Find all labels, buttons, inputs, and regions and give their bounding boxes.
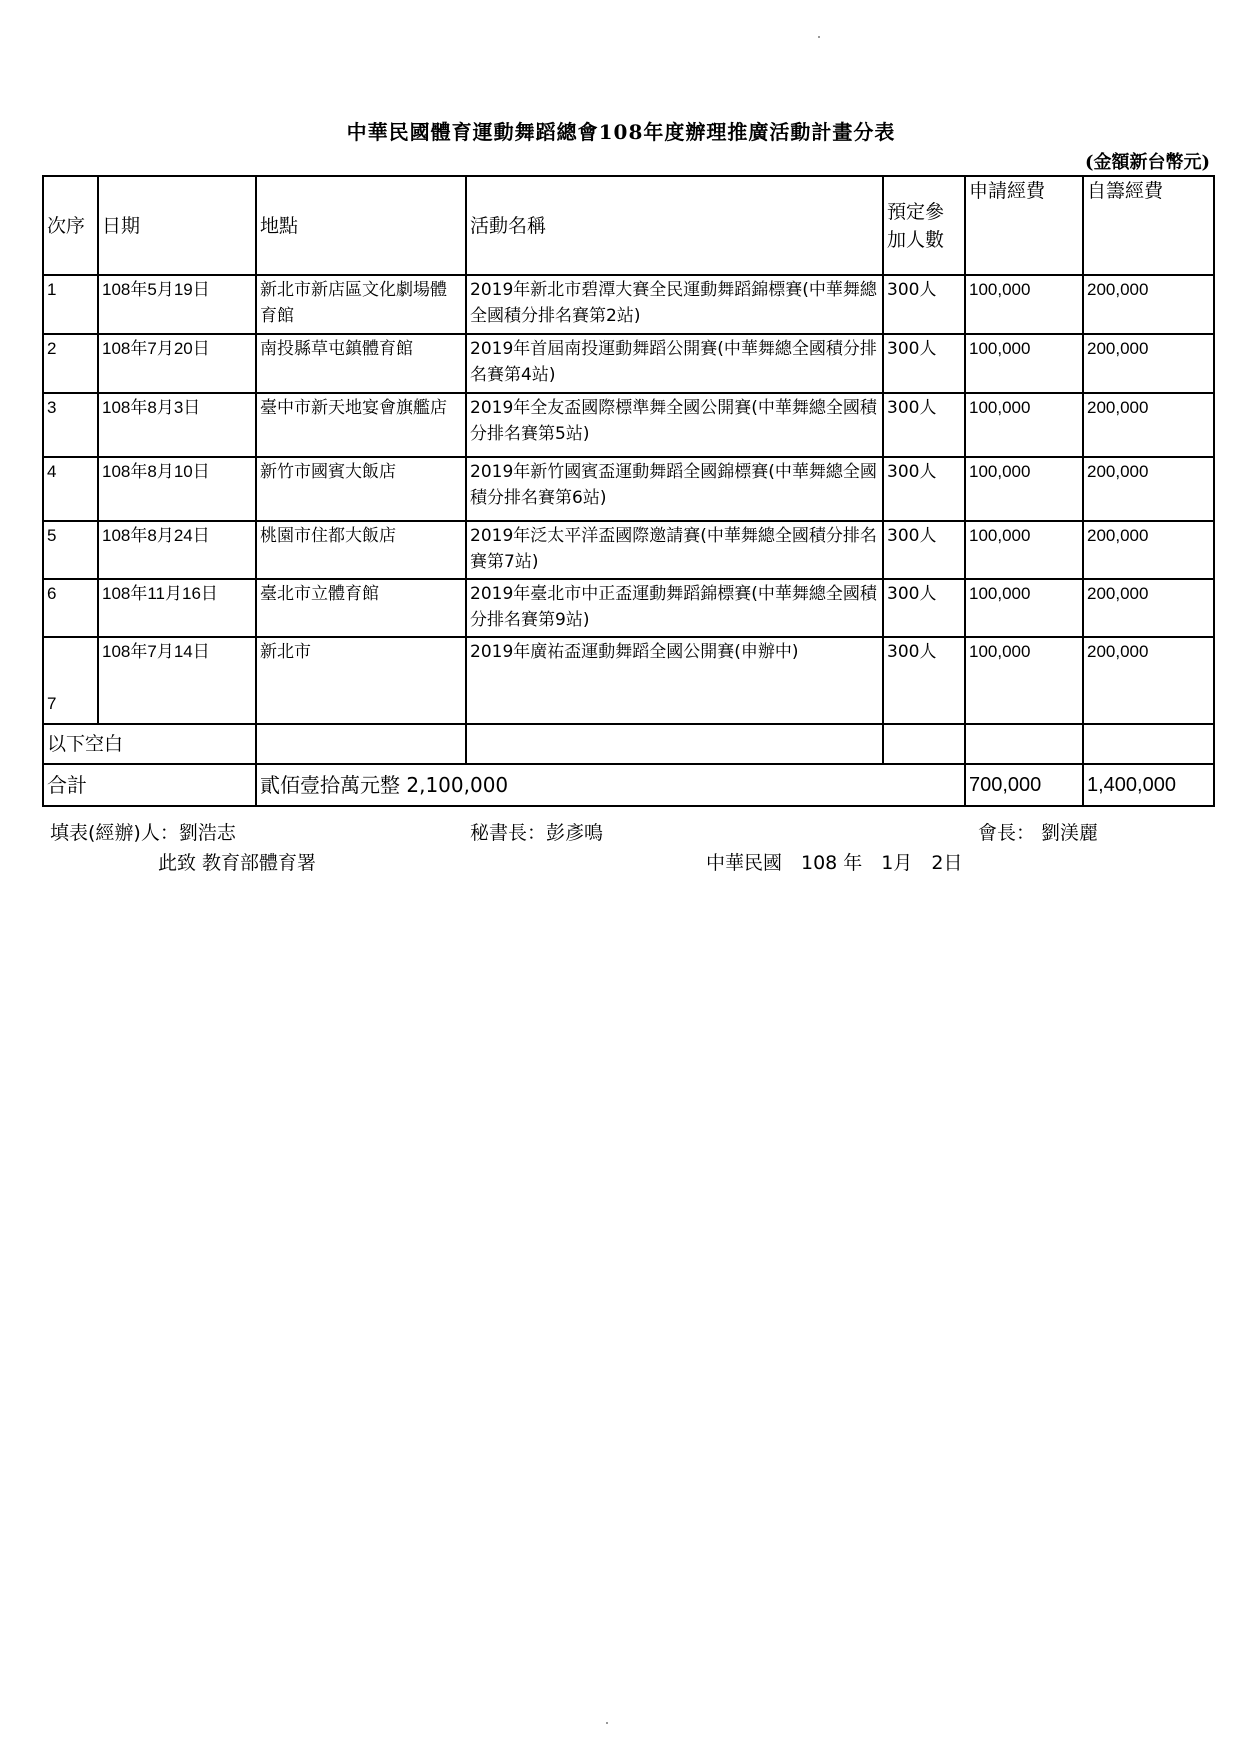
row-place: 新竹市國賓大飯店: [256, 457, 466, 521]
table-row: [43, 521, 1214, 579]
header-place: 地點: [256, 176, 466, 275]
row-seq: 5: [43, 521, 98, 579]
header-date: 日期: [98, 176, 256, 275]
blank-cell: [965, 724, 1083, 764]
row-self: 200,000: [1083, 393, 1214, 457]
row-self: 200,000: [1083, 579, 1214, 637]
row-self: 200,000: [1083, 521, 1214, 579]
row-event: 2019年新竹國賓盃運動舞蹈全國錦標賽(中華舞總全國積分排名賽第6站): [466, 457, 883, 521]
footer-date: 中華民國 108 年 1月 2日: [706, 852, 963, 874]
table-header-row: [43, 176, 1214, 275]
blank-cell: [1083, 724, 1214, 764]
row-apply: 100,000: [965, 275, 1083, 334]
total-label: 合計: [43, 764, 256, 806]
row-date: 108年5月19日: [98, 275, 256, 334]
row-self: 200,000: [1083, 275, 1214, 334]
table-row: [43, 579, 1214, 637]
table-row: [43, 393, 1214, 457]
header-self-funded: 自籌經費: [1083, 176, 1214, 275]
table-row: [43, 457, 1214, 521]
document-title: 中華民國體育運動舞蹈總會108年度辦理推廣活動計畫分表: [346, 120, 896, 144]
total-self: 1,400,000: [1083, 764, 1214, 806]
row-date: 108年8月24日: [98, 521, 256, 579]
row-self: 200,000: [1083, 457, 1214, 521]
row-place: 南投縣草屯鎮體育館: [256, 334, 466, 393]
table-row: [43, 637, 1214, 724]
row-place: 桃園市住都大飯店: [256, 521, 466, 579]
activity-plan-table: [42, 175, 1215, 807]
header-event: 活動名稱: [466, 176, 883, 275]
row-event: 2019年新北市碧潭大賽全民運動舞蹈錦標賽(中華舞總全國積分排名賽第2站): [466, 275, 883, 334]
header-people: 預定參加人數: [883, 176, 965, 275]
footer-recipient: 此致 教育部體育署: [158, 852, 317, 874]
row-event: 2019年臺北市中正盃運動舞蹈錦標賽(中華舞總全國積分排名賽第9站): [466, 579, 883, 637]
header-seq: 次序: [43, 176, 98, 275]
scan-speck: [606, 1722, 608, 1724]
row-date: 108年8月3日: [98, 393, 256, 457]
row-self: 200,000: [1083, 637, 1214, 724]
row-people: 300人: [883, 275, 965, 334]
row-date: 108年7月14日: [98, 637, 256, 724]
row-apply: 100,000: [965, 393, 1083, 457]
row-place: 臺北市立體育館: [256, 579, 466, 637]
row-people: 300人: [883, 457, 965, 521]
row-apply: 100,000: [965, 521, 1083, 579]
row-date: 108年8月10日: [98, 457, 256, 521]
row-place: 臺中市新天地宴會旗艦店: [256, 393, 466, 457]
blank-cell: [256, 724, 466, 764]
blank-cell: [466, 724, 883, 764]
table-row: [43, 275, 1214, 334]
row-self: 200,000: [1083, 334, 1214, 393]
row-apply: 100,000: [965, 334, 1083, 393]
table-row: [43, 334, 1214, 393]
row-event: 2019年全友盃國際標準舞全國公開賽(中華舞總全國積分排名賽第5站): [466, 393, 883, 457]
row-event: 2019年泛太平洋盃國際邀請賽(中華舞總全國積分排名賽第7站): [466, 521, 883, 579]
total-apply: 700,000: [965, 764, 1083, 806]
row-apply: 100,000: [965, 579, 1083, 637]
footer-preparer: 填表(經辦)人：劉浩志: [50, 822, 236, 844]
row-seq: 1: [43, 275, 98, 334]
row-people: 300人: [883, 637, 965, 724]
row-seq: 6: [43, 579, 98, 637]
row-date: 108年7月20日: [98, 334, 256, 393]
row-people: 300人: [883, 393, 965, 457]
row-apply: 100,000: [965, 637, 1083, 724]
footer-secretary: 秘書長：彭彥鳴: [470, 822, 604, 844]
row-date: 108年11月16日: [98, 579, 256, 637]
row-seq: 7: [43, 637, 98, 724]
total-amount-text: 貳佰壹拾萬元整 2,100,000: [256, 764, 965, 806]
total-row: [43, 764, 1214, 806]
footer-president: 會長： 劉渼麗: [978, 822, 1099, 844]
blank-row-label: 以下空白: [43, 724, 256, 764]
header-apply-budget: 申請經費: [965, 176, 1083, 275]
blank-row: [43, 724, 1214, 764]
currency-unit-note: (金額新台幣元): [1084, 152, 1210, 173]
row-seq: 2: [43, 334, 98, 393]
scan-speck: [818, 36, 820, 38]
row-place: 新北市: [256, 637, 466, 724]
row-event: 2019年廣祐盃運動舞蹈全國公開賽(申辦中): [466, 637, 883, 724]
blank-cell: [883, 724, 965, 764]
row-people: 300人: [883, 334, 965, 393]
row-people: 300人: [883, 579, 965, 637]
row-people: 300人: [883, 521, 965, 579]
row-seq: 4: [43, 457, 98, 521]
row-event: 2019年首屆南投運動舞蹈公開賽(中華舞總全國積分排名賽第4站): [466, 334, 883, 393]
row-apply: 100,000: [965, 457, 1083, 521]
row-seq: 3: [43, 393, 98, 457]
row-place: 新北市新店區文化劇場體育館: [256, 275, 466, 334]
